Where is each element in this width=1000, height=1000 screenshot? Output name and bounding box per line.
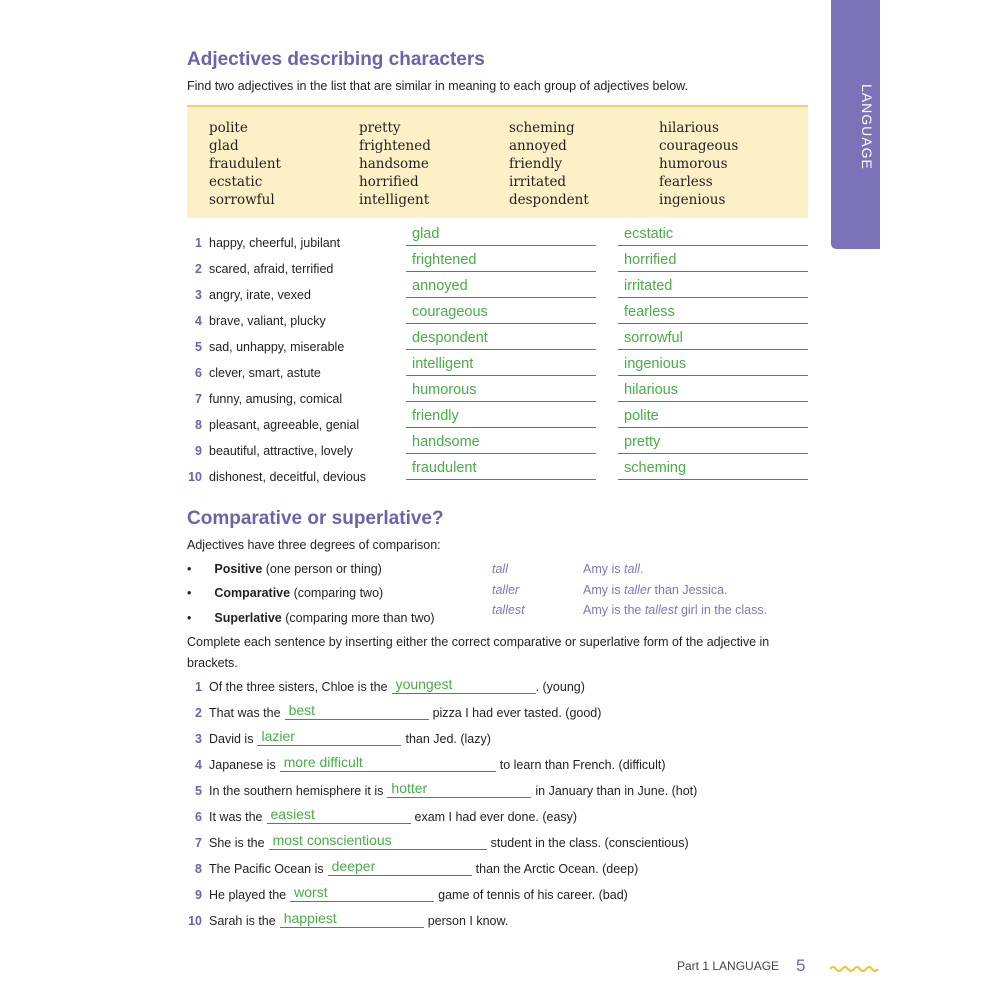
answer-text: ingenious <box>624 356 687 372</box>
question-text: happy, cheerful, jubilant <box>209 236 341 250</box>
question-number: 6 <box>195 366 202 380</box>
answer-field[interactable] <box>618 434 808 454</box>
answer-field[interactable] <box>618 304 808 324</box>
word-list-box <box>187 105 808 218</box>
sentence-after: in January than in June. (hot) <box>535 784 698 798</box>
sentence-after: exam I had ever done. (easy) <box>414 810 578 824</box>
sentence-row <box>0 776 1000 802</box>
example-word: tall <box>492 562 508 576</box>
answer-text: best <box>288 702 316 718</box>
answer-text: deeper <box>331 858 376 874</box>
section2-instruction-line1: Complete each sentence by inserting either the correct comparative or superlative form of the adjective in <box>187 635 770 649</box>
question-text: pleasant, agreeable, genial <box>209 418 360 432</box>
question-text: dishonest, deceitful, devious <box>209 470 367 484</box>
bullet-dot: • <box>187 611 192 625</box>
answer-blank[interactable] <box>280 754 496 772</box>
sentence-number: 8 <box>195 862 202 876</box>
question-number: 10 <box>188 470 202 484</box>
example-word: tallest <box>492 603 525 617</box>
section1-instruction: Find two adjectives in the list that are similar in meaning to each group of adjectives below. <box>187 79 688 93</box>
sentence-before: Of the three sisters, Chloe is the <box>209 680 388 694</box>
answer-blank[interactable] <box>257 728 401 746</box>
sentence-row <box>0 750 1000 776</box>
sentence-number: 7 <box>195 836 202 850</box>
answer-text: lazier <box>261 728 295 744</box>
answer-text: fraudulent <box>412 460 477 476</box>
answer-field[interactable] <box>618 252 808 272</box>
answer-blank[interactable] <box>285 702 429 720</box>
sentence-row <box>0 724 1000 750</box>
sentence-line <box>209 728 491 746</box>
sentence-number: 6 <box>195 810 202 824</box>
word-item: frightened <box>359 138 431 154</box>
answer-text: happiest <box>283 910 337 926</box>
example-sentence: Amy is taller than Jessica. <box>583 583 728 597</box>
answer-blank[interactable] <box>280 910 424 928</box>
word-column <box>659 119 738 209</box>
question-text: clever, smart, astute <box>209 366 321 380</box>
sentence-before: He played the <box>209 888 287 902</box>
sentence-before: It was the <box>209 810 263 824</box>
question-text: sad, unhappy, miserable <box>209 340 345 354</box>
question-number: 8 <box>195 418 202 432</box>
answer-blank[interactable] <box>392 676 536 694</box>
answer-text: hilarious <box>624 382 678 398</box>
footer-label: Part 1 LANGUAGE <box>677 959 780 973</box>
sentence-row <box>0 672 1000 698</box>
answer-text: intelligent <box>412 356 474 372</box>
sentence-before: In the southern hemisphere it is <box>209 784 384 798</box>
answer-text: worst <box>294 884 328 900</box>
sentence-line <box>209 884 628 902</box>
question-text: beautiful, attractive, lovely <box>209 444 353 458</box>
answer-field[interactable] <box>406 382 596 402</box>
answer-field[interactable] <box>406 304 596 324</box>
question-row <box>0 330 1000 356</box>
word-item: ecstatic <box>209 174 263 190</box>
question-number: 4 <box>195 314 202 328</box>
degree-desc: (comparing more than two) <box>281 611 435 625</box>
answer-text: despondent <box>412 330 488 346</box>
question-number: 1 <box>195 236 202 250</box>
sentence-line <box>209 806 578 824</box>
word-column <box>209 119 281 209</box>
sentence-line <box>209 702 602 720</box>
sentence-row <box>0 802 1000 828</box>
page-number: 5 <box>796 956 806 975</box>
question-row <box>0 382 1000 408</box>
word-item: humorous <box>659 156 728 172</box>
sentence-row <box>0 698 1000 724</box>
section2-instruction-line2: brackets. <box>187 656 238 670</box>
question-text: scared, afraid, terrified <box>209 262 334 276</box>
answer-text: easiest <box>270 806 315 822</box>
word-item: ingenious <box>659 192 726 208</box>
word-item: sorrowful <box>209 192 275 208</box>
sentence-line <box>209 910 509 928</box>
answer-field[interactable] <box>618 460 808 480</box>
word-item: horrified <box>359 174 419 190</box>
word-item: fearless <box>659 174 713 190</box>
sentence-number: 2 <box>195 706 202 720</box>
degree-item <box>187 586 383 600</box>
answer-field[interactable] <box>406 330 596 350</box>
answer-field[interactable] <box>618 330 808 350</box>
sentence-row <box>0 854 1000 880</box>
word-item: handsome <box>359 156 429 172</box>
sentence-after: pizza I had ever tasted. (good) <box>432 706 602 720</box>
answer-field[interactable] <box>406 434 596 454</box>
answer-field[interactable] <box>406 278 596 298</box>
answer-field[interactable] <box>618 278 808 298</box>
word-item: scheming <box>509 120 575 136</box>
answer-blank[interactable] <box>328 858 472 876</box>
answer-text: friendly <box>412 408 459 424</box>
question-number: 9 <box>195 444 202 458</box>
question-row <box>0 226 1000 252</box>
answer-text: pretty <box>624 434 661 450</box>
degree-desc: (one person or thing) <box>262 562 382 576</box>
answer-field[interactable] <box>618 408 808 428</box>
question-text: funny, amusing, comical <box>209 392 343 406</box>
degree-term: Comparative <box>214 586 291 600</box>
bullet-dot: • <box>187 586 192 600</box>
language-side-tab <box>831 0 880 249</box>
question-row <box>0 252 1000 278</box>
example-sentence: Amy is the tallest girl in the class. <box>583 603 768 617</box>
question-number: 3 <box>195 288 202 302</box>
word-item: annoyed <box>509 138 567 154</box>
question-row <box>0 434 1000 460</box>
sentence-after: game of tennis of his career. (bad) <box>438 888 628 902</box>
question-text: angry, irate, vexed <box>209 288 311 302</box>
sentence-line <box>209 676 585 694</box>
answer-field[interactable] <box>406 356 596 376</box>
sentence-line <box>209 780 698 798</box>
answer-text: fearless <box>624 304 675 320</box>
word-column <box>509 119 589 209</box>
sentence-after: . (young) <box>535 680 585 694</box>
side-tab-label: LANGUAGE <box>859 84 875 170</box>
sentence-line <box>209 832 689 850</box>
answer-text: glad <box>412 226 440 242</box>
answer-text: handsome <box>412 434 480 450</box>
answer-field[interactable] <box>406 408 596 428</box>
question-row <box>0 460 1000 486</box>
word-item: glad <box>209 138 239 154</box>
answer-field[interactable] <box>406 460 596 480</box>
sentence-number: 5 <box>195 784 202 798</box>
sentence-number: 4 <box>195 758 202 772</box>
answer-blank[interactable] <box>290 884 434 902</box>
example-sentence: Amy is tall. <box>583 562 644 576</box>
sentence-after: student in the class. (conscientious) <box>490 836 689 850</box>
sentence-before: Sarah is the <box>209 914 276 928</box>
sentence-after: person I know. <box>427 914 509 928</box>
sentence-number: 10 <box>188 914 202 928</box>
answer-text: frightened <box>412 252 477 268</box>
degree-item <box>187 562 382 576</box>
word-item: despondent <box>509 192 589 208</box>
word-column <box>359 119 431 209</box>
sentence-number: 1 <box>195 680 202 694</box>
degree-term: Superlative <box>214 611 282 625</box>
question-text: brave, valiant, plucky <box>209 314 326 328</box>
answer-text: horrified <box>624 252 677 268</box>
answer-blank[interactable] <box>387 780 531 798</box>
word-item: hilarious <box>659 120 719 136</box>
answer-text: more difficult <box>283 754 363 770</box>
sentence-line <box>209 858 639 876</box>
answer-text: hotter <box>391 780 428 796</box>
answer-blank[interactable] <box>269 832 487 850</box>
answer-text: ecstatic <box>624 226 674 242</box>
answer-field[interactable] <box>406 226 596 246</box>
answer-text: humorous <box>412 382 477 398</box>
answer-text: polite <box>624 408 659 424</box>
answer-text: sorrowful <box>624 330 683 346</box>
degree-item <box>187 611 435 625</box>
question-row <box>0 408 1000 434</box>
sentence-after: than Jed. (lazy) <box>405 732 491 746</box>
answer-text: irritated <box>624 278 673 294</box>
question-number: 7 <box>195 392 202 406</box>
word-item: pretty <box>359 120 401 136</box>
word-item: polite <box>209 120 248 136</box>
section2-intro: Adjectives have three degrees of comparison: <box>187 538 441 552</box>
answer-field[interactable] <box>618 226 808 246</box>
degree-desc: (comparing two) <box>290 586 384 600</box>
section1-title: Adjectives describing characters <box>187 49 485 70</box>
answer-field[interactable] <box>406 252 596 272</box>
sentence-before: She is the <box>209 836 265 850</box>
word-item: intelligent <box>359 192 430 208</box>
word-item: friendly <box>509 156 563 172</box>
answer-text: youngest <box>395 676 453 692</box>
question-number: 2 <box>195 262 202 276</box>
sentence-line <box>209 754 666 772</box>
sentence-after: to learn than French. (difficult) <box>499 758 666 772</box>
sentence-before: The Pacific Ocean is <box>209 862 324 876</box>
sentence-before: That was the <box>209 706 281 720</box>
word-item: irritated <box>509 174 567 190</box>
answer-field[interactable] <box>618 356 808 376</box>
answer-text: most conscientious <box>272 832 392 848</box>
word-item: fraudulent <box>209 156 281 172</box>
question-row <box>0 356 1000 382</box>
question-number: 5 <box>195 340 202 354</box>
sentence-row <box>0 906 1000 932</box>
answer-text: courageous <box>412 304 488 320</box>
section2-title: Comparative or superlative? <box>187 508 444 529</box>
degree-term: Positive <box>214 562 263 576</box>
sentence-after: than the Arctic Ocean. (deep) <box>475 862 639 876</box>
question-row <box>0 278 1000 304</box>
sentence-before: David is <box>209 732 254 746</box>
answer-text: annoyed <box>412 278 468 294</box>
sentence-row <box>0 828 1000 854</box>
squiggle-decoration-icon <box>830 964 880 974</box>
sentence-before: Japanese is <box>209 758 276 772</box>
word-item: courageous <box>659 138 739 154</box>
sentence-row <box>0 880 1000 906</box>
example-word: taller <box>492 583 520 597</box>
answer-blank[interactable] <box>267 806 411 824</box>
bullet-dot: • <box>187 562 192 576</box>
sentence-number: 9 <box>195 888 202 902</box>
question-row <box>0 304 1000 330</box>
answer-field[interactable] <box>618 382 808 402</box>
answer-text: scheming <box>624 460 687 476</box>
sentence-number: 3 <box>195 732 202 746</box>
